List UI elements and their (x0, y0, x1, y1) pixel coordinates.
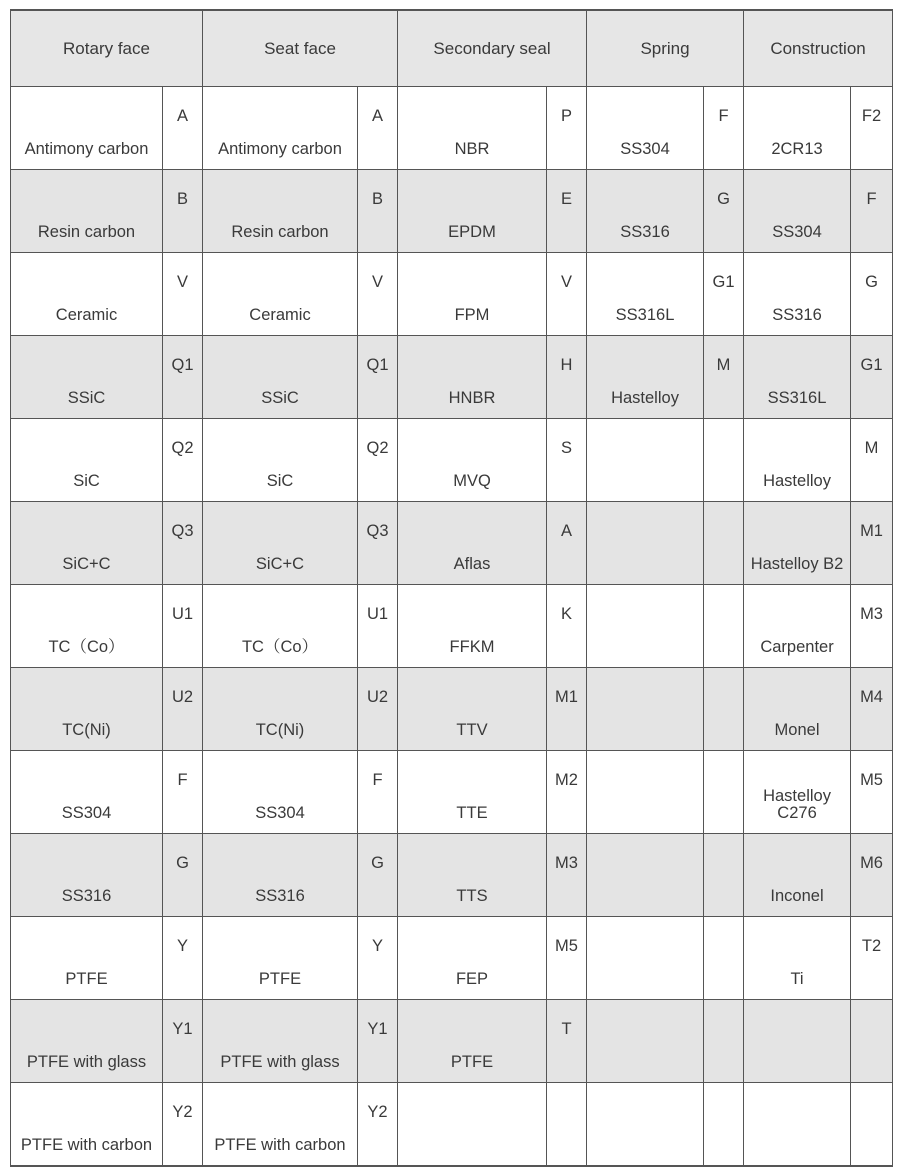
spring-material (587, 1000, 704, 1083)
rotary-face-material: SiC+C (11, 502, 163, 585)
rotary-face-code: Q3 (163, 502, 203, 585)
table-row (11, 917, 893, 1000)
rotary-face-code: Y1 (163, 1000, 203, 1083)
rotary-face-code: V (163, 253, 203, 336)
seat-face-code: G (358, 834, 398, 917)
rotary-face-code: Y (163, 917, 203, 1000)
secondary-seal-material: FFKM (398, 585, 547, 668)
seat-face-material: PTFE (203, 917, 358, 1000)
rotary-face-code: Q2 (163, 419, 203, 502)
rotary-face-material: Antimony carbon (11, 87, 163, 170)
spring-material (587, 419, 704, 502)
spring-material: SS316 (587, 170, 704, 253)
spring-material: SS316L (587, 253, 704, 336)
table-row (11, 668, 893, 751)
seat-face-material: SS316 (203, 834, 358, 917)
rotary-face-material: TC（Co） (11, 585, 163, 668)
secondary-seal-code: K (547, 585, 587, 668)
material-code-table-wrapper (10, 9, 892, 1167)
construction-material: Hastelloy C276 (744, 751, 851, 834)
secondary-seal-material: TTV (398, 668, 547, 751)
construction-material: Hastelloy B2 (744, 502, 851, 585)
spring-material (587, 751, 704, 834)
header-seat-face: Seat face (203, 10, 398, 87)
spring-material (587, 1083, 704, 1167)
seat-face-code: Y1 (358, 1000, 398, 1083)
rotary-face-code: Y2 (163, 1083, 203, 1167)
seat-face-code: V (358, 253, 398, 336)
secondary-seal-material: TTE (398, 751, 547, 834)
rotary-face-material: SSiC (11, 336, 163, 419)
spring-code (704, 502, 744, 585)
table-row (11, 751, 893, 834)
spring-material (587, 668, 704, 751)
secondary-seal-code: P (547, 87, 587, 170)
table-row (11, 336, 893, 419)
secondary-seal-material: EPDM (398, 170, 547, 253)
seat-face-material: PTFE with carbon (203, 1083, 358, 1167)
table-row (11, 170, 893, 253)
seat-face-material: SS304 (203, 751, 358, 834)
spring-code (704, 1083, 744, 1167)
table-row (11, 87, 893, 170)
construction-code: M3 (851, 585, 893, 668)
rotary-face-material: TC(Ni) (11, 668, 163, 751)
rotary-face-code: Q1 (163, 336, 203, 419)
spring-material: Hastelloy (587, 336, 704, 419)
material-code-table (10, 9, 893, 1167)
rotary-face-material: Resin carbon (11, 170, 163, 253)
spring-code: M (704, 336, 744, 419)
spring-material (587, 917, 704, 1000)
table-row (11, 419, 893, 502)
secondary-seal-material: PTFE (398, 1000, 547, 1083)
construction-code: M (851, 419, 893, 502)
construction-code: F2 (851, 87, 893, 170)
spring-material (587, 502, 704, 585)
seat-face-material: SiC+C (203, 502, 358, 585)
secondary-seal-material: FEP (398, 917, 547, 1000)
rotary-face-material: SiC (11, 419, 163, 502)
seat-face-code: Q1 (358, 336, 398, 419)
secondary-seal-material: FPM (398, 253, 547, 336)
construction-material: Inconel (744, 834, 851, 917)
table-header-row (11, 10, 893, 87)
rotary-face-code: A (163, 87, 203, 170)
rotary-face-material: PTFE with carbon (11, 1083, 163, 1167)
secondary-seal-code: V (547, 253, 587, 336)
construction-code: F (851, 170, 893, 253)
secondary-seal-code: T (547, 1000, 587, 1083)
seat-face-code: F (358, 751, 398, 834)
table-row (11, 502, 893, 585)
construction-material (744, 1000, 851, 1083)
secondary-seal-material: MVQ (398, 419, 547, 502)
secondary-seal-material: NBR (398, 87, 547, 170)
spring-code (704, 419, 744, 502)
seat-face-code: A (358, 87, 398, 170)
construction-code: M5 (851, 751, 893, 834)
secondary-seal-code (547, 1083, 587, 1167)
seat-face-material: SSiC (203, 336, 358, 419)
seat-face-code: Q3 (358, 502, 398, 585)
secondary-seal-code: M2 (547, 751, 587, 834)
construction-code (851, 1083, 893, 1167)
rotary-face-code: B (163, 170, 203, 253)
seat-face-code: B (358, 170, 398, 253)
table-row (11, 834, 893, 917)
seat-face-material: SiC (203, 419, 358, 502)
table-row (11, 253, 893, 336)
spring-material (587, 585, 704, 668)
rotary-face-material: PTFE (11, 917, 163, 1000)
spring-code (704, 668, 744, 751)
construction-code: G (851, 253, 893, 336)
secondary-seal-code: H (547, 336, 587, 419)
construction-material: Carpenter (744, 585, 851, 668)
seat-face-code: Y (358, 917, 398, 1000)
spring-material: SS304 (587, 87, 704, 170)
header-rotary-face: Rotary face (11, 10, 203, 87)
construction-material: SS316L (744, 336, 851, 419)
seat-face-code: Y2 (358, 1083, 398, 1167)
table-body (11, 87, 893, 1167)
spring-code (704, 834, 744, 917)
spring-code (704, 917, 744, 1000)
seat-face-code: U2 (358, 668, 398, 751)
seat-face-code: U1 (358, 585, 398, 668)
spring-code (704, 1000, 744, 1083)
construction-code: T2 (851, 917, 893, 1000)
spring-code: G (704, 170, 744, 253)
secondary-seal-material: TTS (398, 834, 547, 917)
seat-face-material: PTFE with glass (203, 1000, 358, 1083)
header-construction: Construction (744, 10, 893, 87)
spring-code (704, 751, 744, 834)
table-row (11, 1083, 893, 1167)
table-row (11, 1000, 893, 1083)
construction-code: M6 (851, 834, 893, 917)
construction-material: Ti (744, 917, 851, 1000)
rotary-face-code: U1 (163, 585, 203, 668)
rotary-face-code: G (163, 834, 203, 917)
seat-face-code: Q2 (358, 419, 398, 502)
header-secondary-seal: Secondary seal (398, 10, 587, 87)
construction-code: M4 (851, 668, 893, 751)
rotary-face-code: F (163, 751, 203, 834)
construction-material: SS304 (744, 170, 851, 253)
construction-material: Monel (744, 668, 851, 751)
spring-material (587, 834, 704, 917)
construction-code: G1 (851, 336, 893, 419)
seat-face-material: Ceramic (203, 253, 358, 336)
rotary-face-material: SS304 (11, 751, 163, 834)
rotary-face-material: PTFE with glass (11, 1000, 163, 1083)
header-spring: Spring (587, 10, 744, 87)
secondary-seal-material (398, 1083, 547, 1167)
secondary-seal-material: HNBR (398, 336, 547, 419)
secondary-seal-code: M3 (547, 834, 587, 917)
construction-material (744, 1083, 851, 1167)
construction-material: Hastelloy (744, 419, 851, 502)
construction-material: 2CR13 (744, 87, 851, 170)
spring-code: G1 (704, 253, 744, 336)
rotary-face-code: U2 (163, 668, 203, 751)
secondary-seal-code: M1 (547, 668, 587, 751)
seat-face-material: TC(Ni) (203, 668, 358, 751)
construction-material: SS316 (744, 253, 851, 336)
secondary-seal-code: S (547, 419, 587, 502)
table-row (11, 585, 893, 668)
rotary-face-material: Ceramic (11, 253, 163, 336)
seat-face-material: Resin carbon (203, 170, 358, 253)
secondary-seal-material: Aflas (398, 502, 547, 585)
seat-face-material: TC（Co） (203, 585, 358, 668)
spring-code (704, 585, 744, 668)
construction-code: M1 (851, 502, 893, 585)
spring-code: F (704, 87, 744, 170)
secondary-seal-code: E (547, 170, 587, 253)
secondary-seal-code: A (547, 502, 587, 585)
secondary-seal-code: M5 (547, 917, 587, 1000)
rotary-face-material: SS316 (11, 834, 163, 917)
seat-face-material: Antimony carbon (203, 87, 358, 170)
construction-code (851, 1000, 893, 1083)
